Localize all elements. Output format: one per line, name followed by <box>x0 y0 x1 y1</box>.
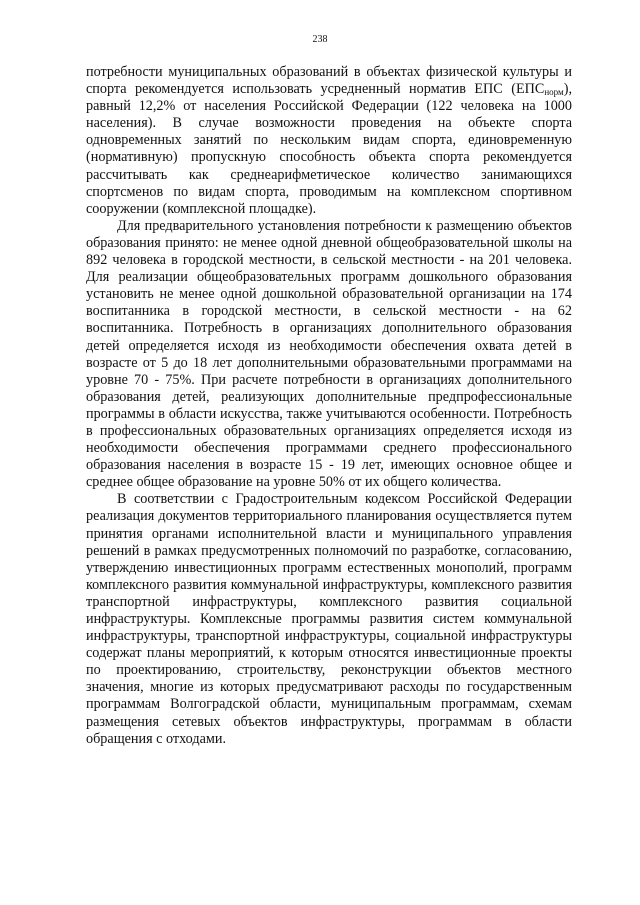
paragraph-1 <box>86 64 572 218</box>
paragraph-3: В соответствии с Градостроительным кодексом Российской Федерации реализация документов территориального планирования осуществляется путем принятия органами исполнительной власти и муниципального управления решений в рамках предусмотренных полномочий по разработке, согласованию, утверждению инвестиционных программ естественных монополий, программ комплексного развития коммунальной инфраструктуры, комплексного развития транспортной инфраструктуры, комплексного развития социальной инфраструктуры. Комплексные программы развития систем коммунальной инфраструктуры, транспортной инфраструктуры, социальной инфраструктуры содержат планы мероприятий, к которым относятся инвестиционные проекты по проектированию, строительству, реконструкции объектов местного значения, многие из которых предусматривают расходы по государственным программам Волгоградской области, муниципальным программам, схемам размещения сетевых объектов инфраструктуры, программам в области обращения с отходами. <box>86 491 572 747</box>
body-text <box>86 64 572 748</box>
paragraph-1-text-a: потребности муниципальных образований в объектах физической культуры и спорта рекомендуется использовать усредненный норматив ЕПС (ЕПС <box>86 64 572 98</box>
subscript-norm: норм <box>544 87 564 98</box>
paragraph-1-text-b: ), равный 12,2% от населения Российской Федерации (122 человека на 1000 населения). В случае возможности проведения на объекте спорта одновременных занятий по нескольким видам спорта, единовременную (нормативную) пропускную способность объекта спорта рекомендуется рассчитывать как среднеарифметическое количество занимающихся спортсменов по видам спорта, проводимым на комплексном спортивном сооружении (комплексной площадке). <box>86 81 572 217</box>
paragraph-2: Для предварительного установления потребности к размещению объектов образования принято: не менее одной дневной общеобразовательной школы на 892 человека в городской местности, в сельской местности - на 201 человека. Для реализации общеобразовательных программ дошкольного образования установить не менее одной дошкольной образовательной организации на 174 воспитанника в городской местности, в сельской местности - на 62 воспитанника. Потребность в организациях дополнительного образования детей определяется исходя из необходимости обеспечения охвата детей в возрасте от 5 до 18 лет дополнительными образовательными программами на уровне 70 - 75%. При расчете потребности в организациях дополнительного образования детей, реализующих дополнительные предпрофессиональные программы в области искусства, также учитываются особенности. Потребность в профессиональных образовательных организациях определяется исходя из необходимости обеспечения программами среднего профессионального образования населения в возрасте 15 - 19 лет, имеющих основное общее и среднее общее образование на уровне 50% от их общего количества. <box>86 217 572 491</box>
page-number: 238 <box>312 34 328 45</box>
